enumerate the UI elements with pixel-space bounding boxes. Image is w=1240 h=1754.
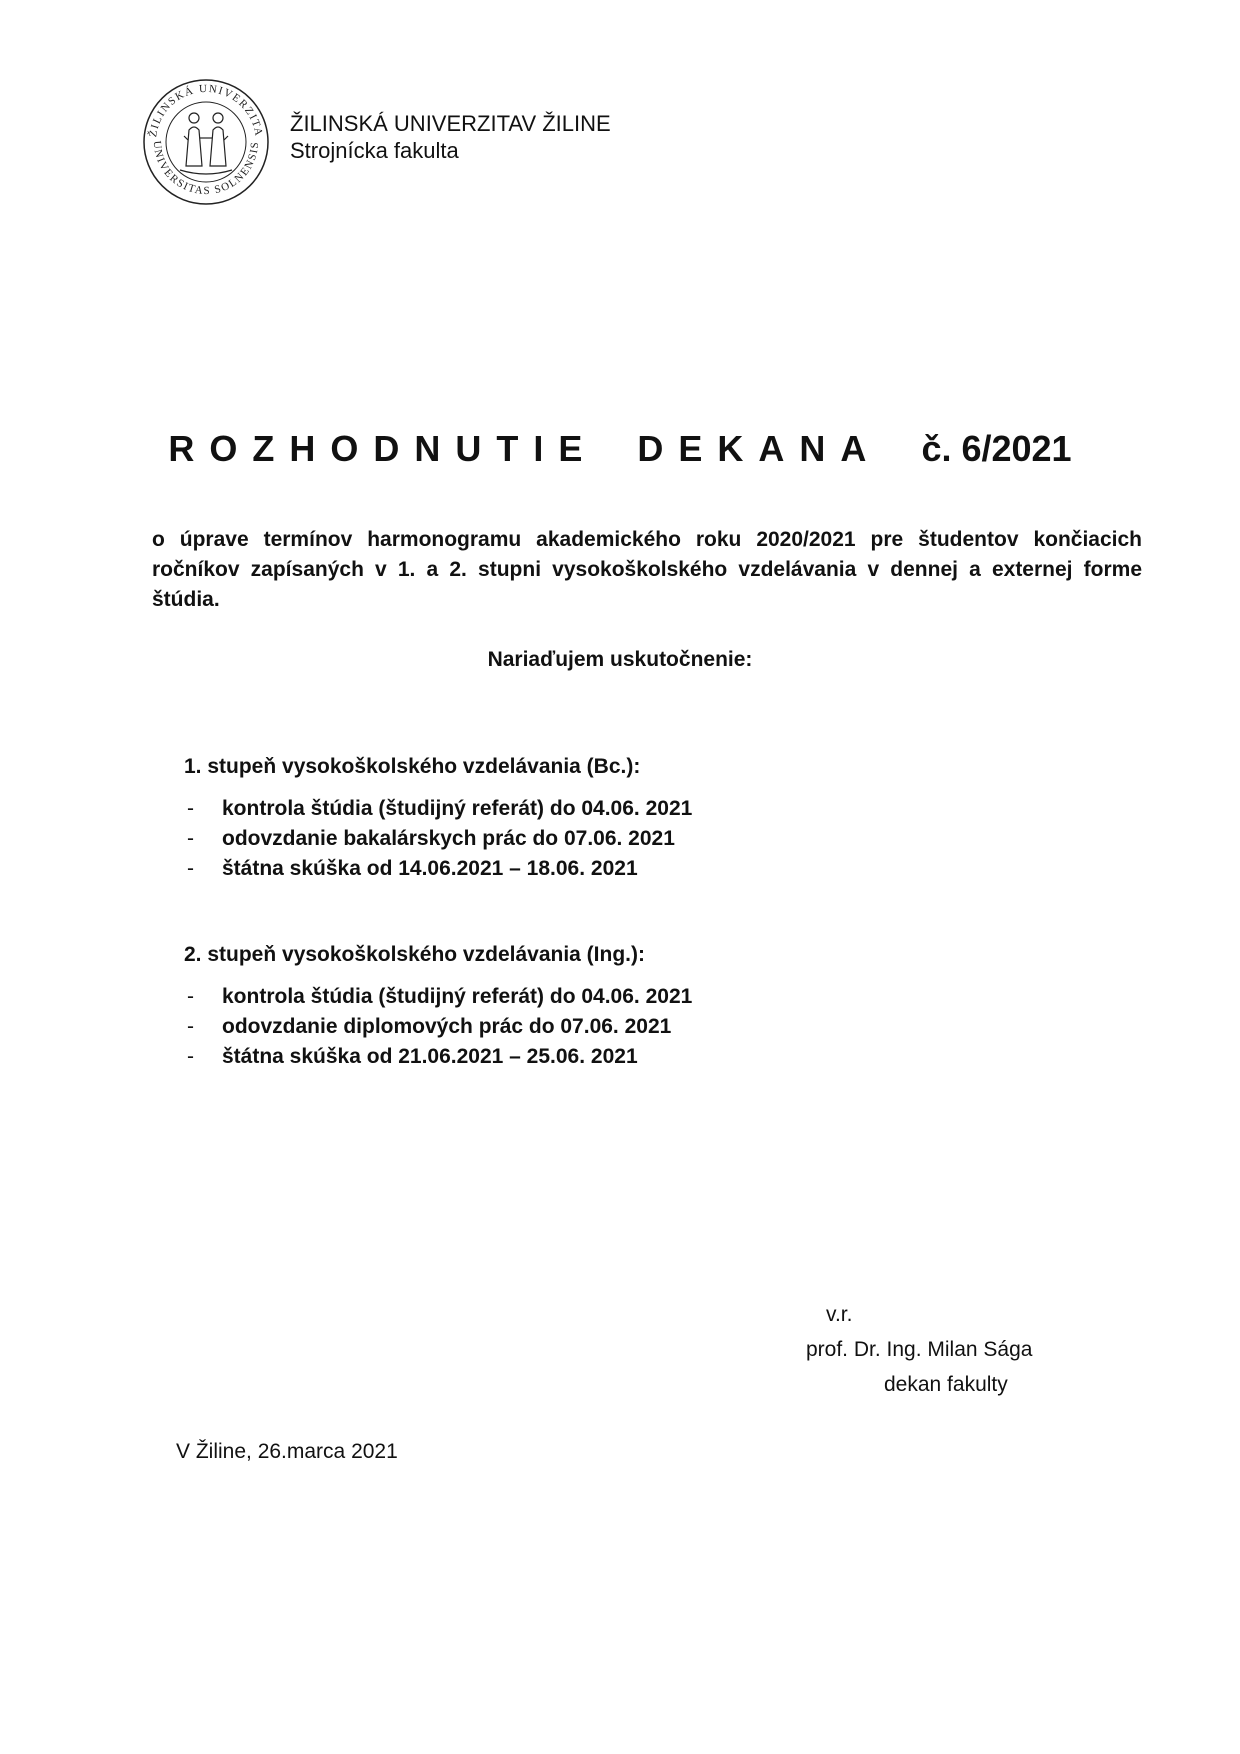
university-seal-icon xyxy=(142,78,270,206)
place-date: V Žiline, 26.marca 2021 xyxy=(176,1440,398,1463)
document-title xyxy=(0,428,1240,470)
title-part-2: DEKANA xyxy=(637,428,882,469)
signature-name: prof. Dr. Ing. Milan Sága xyxy=(806,1338,1033,1361)
section-heading: 2. stupeň vysokoškolského vzdelávania (Ing.): xyxy=(184,943,645,966)
list-marker: - xyxy=(187,857,194,880)
list-marker: - xyxy=(187,1015,194,1038)
list-marker: - xyxy=(187,985,194,1008)
svg-text:UNIVERSITAS SOLNENSIS xyxy=(151,140,261,197)
order-heading: Nariaďujem uskutočnenie: xyxy=(487,648,753,671)
list-marker: - xyxy=(187,827,194,850)
university-name: ŽILINSKÁ UNIVERZITAV ŽILINE xyxy=(290,111,611,136)
faculty-name: Strojnícka fakulta xyxy=(290,138,459,163)
list-marker: - xyxy=(187,797,194,820)
list-item: - odovzdanie diplomových prác do 07.06. 2021 xyxy=(184,1012,1084,1042)
title-part-1: ROZHODNUTIE xyxy=(168,428,598,469)
section-bachelor xyxy=(184,752,1084,884)
list-marker: - xyxy=(187,1045,194,1068)
intro-paragraph: o úprave termínov harmonogramu akademického roku 2020/2021 pre študentov končiacich ročníkov zapísaných v 1. a 2. stupni vysokoškolského vzdelávania v dennej a externej forme štúdia. xyxy=(152,528,1142,611)
list-item: - štátna skúška od 21.06.2021 – 25.06. 2021 xyxy=(184,1042,1084,1072)
seal-text-top: ŽILINSKÁ UNIVERZITA xyxy=(147,82,265,139)
university-header xyxy=(290,110,611,164)
title-number: č. 6/2021 xyxy=(921,428,1072,469)
signature-role: dekan fakulty xyxy=(884,1373,1008,1396)
list-item: - kontrola štúdia (študijný referát) do 04.06. 2021 xyxy=(184,982,1084,1012)
signature-vr: v.r. xyxy=(826,1303,853,1326)
list-item: - kontrola štúdia (študijný referát) do 04.06. 2021 xyxy=(184,794,1084,824)
svg-text:ŽILINSKÁ UNIVERZITA xyxy=(147,83,265,138)
seal-text-bottom: UNIVERSITAS SOLNENSIS xyxy=(150,140,262,198)
section-heading: 1. stupeň vysokoškolského vzdelávania (Bc.): xyxy=(184,755,641,778)
list-item: - štátna skúška od 14.06.2021 – 18.06. 2021 xyxy=(184,854,1084,884)
list-item: - odovzdanie bakalárskych prác do 07.06. 2021 xyxy=(184,824,1084,854)
section-master xyxy=(184,940,1084,1072)
